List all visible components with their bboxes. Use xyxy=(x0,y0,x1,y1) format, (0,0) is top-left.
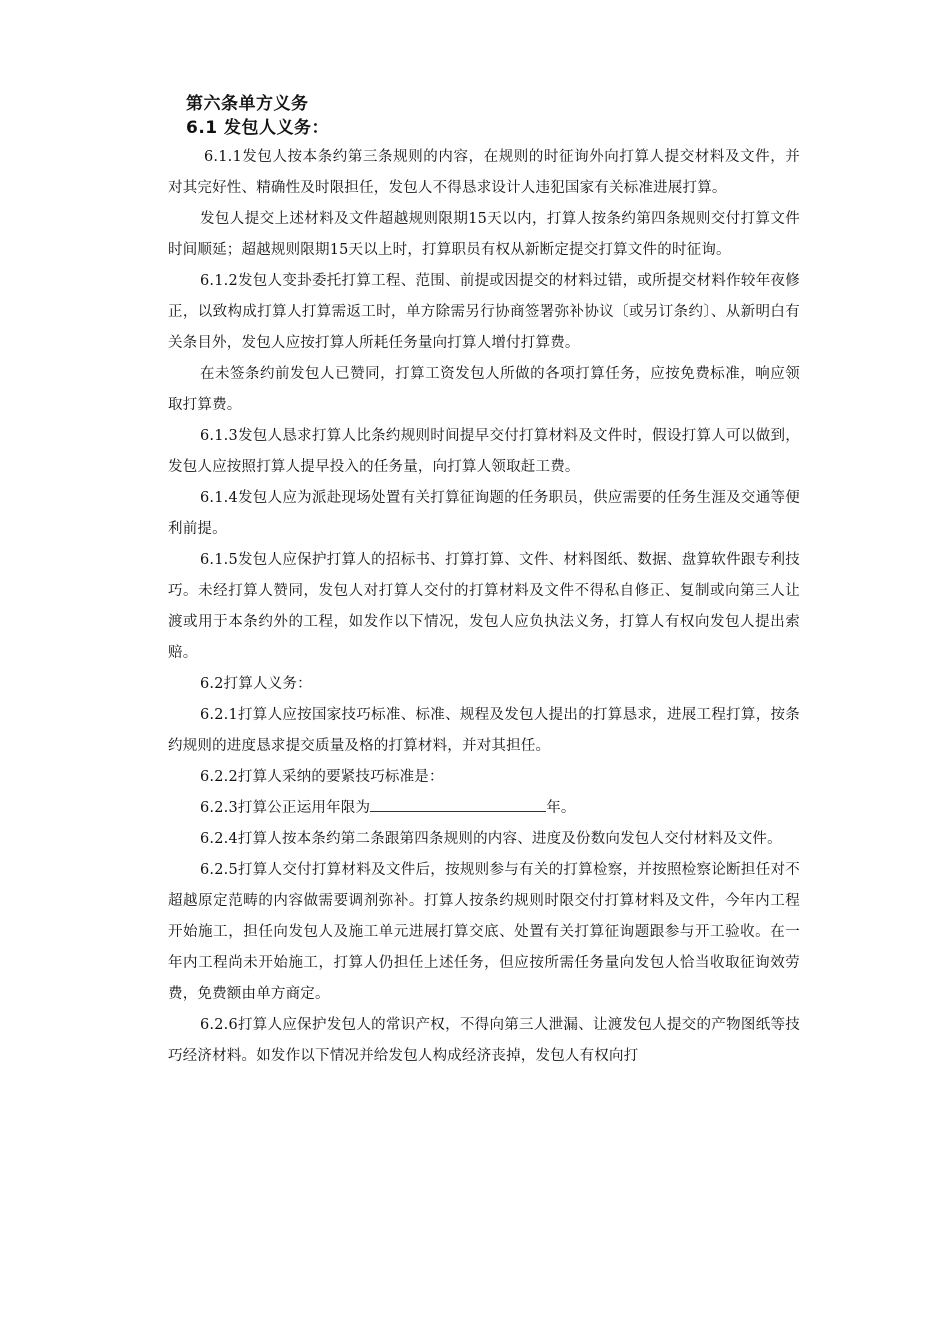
paragraph: 6.1.5发包人应保护打算人的招标书、打算打算、文件、材料图纸、数据、盘算软件跟专利技巧。未经打算人赞同，发包人对打算人交付的打算材料及文件不得私自修正、复制或向第三人让渡或用于本条约外的工程，如发作以下情况，发包人应负执法义务，打算人有权向发包人提出索赔。 xyxy=(168,552,800,661)
paragraph: 6.1.1发包人按本条约第三条规则的内容，在规则的时征询外向打算人提交材料及文件，并对其完好性、精确性及时限担任，发包人不得恳求设计人违犯国家有关标准进展打算。 xyxy=(168,149,800,196)
document-body xyxy=(168,92,800,1072)
paragraph: 发包人提交上述材料及文件超越规则限期15天以内，打算人按条约第四条规则交付打算文件时间顺延；超越规则限期15天以上时，打算职员有权从新断定提交打算文件的时征询。 xyxy=(168,211,800,258)
paragraph: 6.1.4发包人应为派赴现场处置有关打算征询题的任务职员，供应需要的任务生涯及交通等便利前提。 xyxy=(168,490,800,537)
paragraph: 6.1.2发包人变卦委托打算工程、范围、前提或因提交的材料过错，或所提交材料作较年夜修正，以致构成打算人打算需返工时，单方除需另行协商签署弥补协议〔或另订条约〕、从新明白有关条目外，发包人应按打算人所耗任务量向打算人增付打算费。 xyxy=(168,273,800,351)
section-heading: 6.1 发包人义务： xyxy=(186,118,330,138)
design-life-suffix: 年。 xyxy=(546,800,576,816)
article-heading: 第六条单方义务 xyxy=(186,94,309,114)
paragraph: 6.2.4打算人按本条约第二条跟第四条规则的内容、进度及份数向发包人交付材料及文件。 xyxy=(200,831,782,847)
paragraph: 6.2打算人义务： xyxy=(200,676,312,692)
paragraph: 在未签条约前发包人已赞同，打算工资发包人所做的各项打算任务，应按免费标准，响应领取打算费。 xyxy=(168,366,800,413)
paragraph: 6.2.5打算人交付打算材料及文件后，按规则参与有关的打算检察，并按照检察论断担任对不超越原定范畴的内容做需要调剂弥补。打算人按条约规则时限交付打算材料及文件，今年内工程开始施工，担任向发包人及施工单元进展打算交底、处置有关打算征询题跟参与开工验收。在一年内工程尚未开始施工，打算人仍担任上述任务，但应按所需任务量向发包人恰当收取征询效劳费，免费额由单方商定。 xyxy=(168,862,800,1002)
paragraph: 6.2.1打算人应按国家技巧标准、标准、规程及发包人提出的打算恳求，进展工程打算，按条约规则的进度恳求提交质量及格的打算材料，并对其担任。 xyxy=(168,707,800,754)
paragraph: 6.2.6打算人应保护发包人的常识产权，不得向第三人泄漏、让渡发包人提交的产物图纸等技巧经济材料。如发作以下情况并给发包人构成经济丧掉，发包人有权向打 xyxy=(168,1017,800,1064)
design-life-line xyxy=(168,793,800,824)
paragraph: 6.2.2打算人采纳的要紧技巧标准是： xyxy=(200,769,444,785)
paragraph: 6.1.3发包人恳求打算人比条约规则时间提早交付打算材料及文件时，假设打算人可以做到，发包人应按照打算人提早投入的任务量，向打算人领取赶工费。 xyxy=(168,428,800,475)
fill-in-blank xyxy=(370,795,546,812)
design-life-prefix: 6.2.3打算公正运用年限为 xyxy=(200,800,371,816)
